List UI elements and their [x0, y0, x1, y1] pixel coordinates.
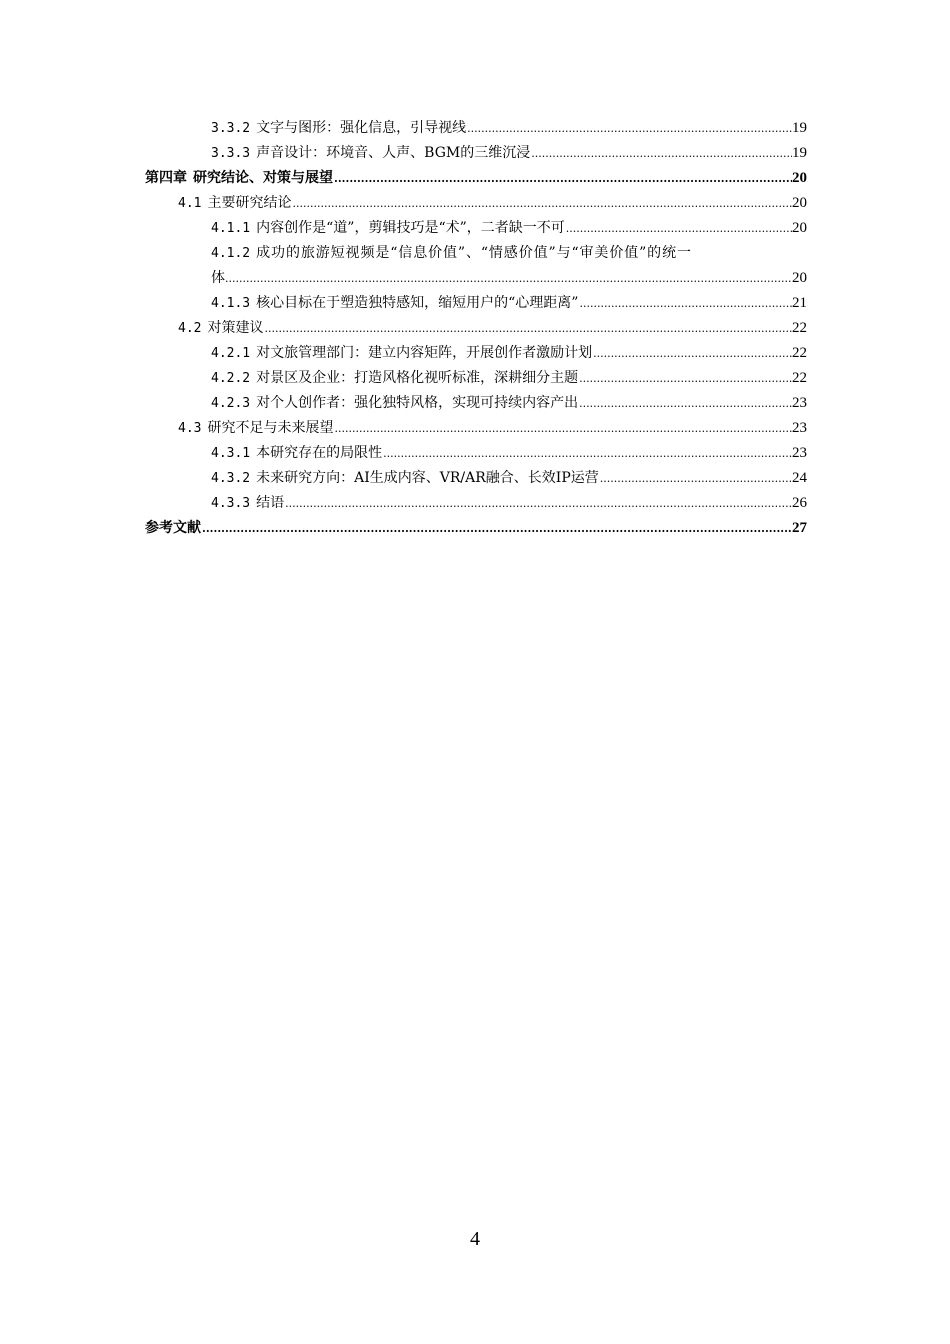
toc-entry-title: 4.1.1 内容创作是“道”，剪辑技巧是“术”，二者缺一不可	[211, 220, 565, 236]
toc-entry-title: 参考文献	[145, 520, 201, 536]
toc-entry-title: 4.2.2 对景区及企业：打造风格化视听标准，深耕细分主题	[211, 370, 579, 386]
toc-entry-title: 4.3.2 未来研究方向：AI生成内容、VR/AR融合、长效IP运营	[211, 470, 599, 486]
toc-entry-title: 3.3.3 声音设计：环境音、人声、BGM的三维沉浸	[211, 145, 531, 161]
dot-leader	[593, 341, 792, 366]
toc-entry-4-2-3[interactable]	[145, 391, 807, 416]
dot-leader	[566, 216, 792, 241]
dot-leader	[467, 116, 792, 141]
toc-entry-page: 22	[792, 345, 807, 361]
dot-leader	[579, 391, 792, 416]
toc-entry-title: 4.2.3 对个人创作者：强化独特风格，实现可持续内容产出	[211, 395, 579, 411]
toc-entry-title: 4.3.3 结语	[211, 495, 285, 511]
toc-entry-title: 4.1.3 核心目标在于塑造独特感知，缩短用户的“心理距离”	[211, 295, 579, 311]
toc-entry-title: 4.3 研究不足与未来展望	[178, 420, 334, 436]
toc-entry-page: 20	[792, 220, 807, 236]
toc-entry-4-2[interactable]	[145, 316, 807, 341]
toc-entry-title: 3.3.2 文字与图形：强化信息，引导视线	[211, 120, 467, 136]
toc-entry-chapter-4[interactable]	[145, 166, 807, 191]
toc-entry-4-1-2-line2[interactable]	[145, 266, 807, 291]
toc-entry-page: 23	[792, 445, 807, 461]
toc-entry-4-1-2-line1[interactable]: 4.1.2 成功的旅游短视频是“信息价值”、“情感价值”与“审美价值”的统一	[211, 245, 692, 261]
dot-leader	[285, 491, 792, 516]
toc-entry-page: 21	[792, 295, 807, 311]
dot-leader	[579, 291, 792, 316]
toc-entry-page: 20	[792, 195, 807, 211]
dot-leader	[202, 516, 792, 541]
dot-leader	[600, 466, 792, 491]
dot-leader	[334, 416, 792, 441]
toc-entry-3-3-2[interactable]	[145, 116, 807, 141]
toc-entry-4-3-2[interactable]	[145, 466, 807, 491]
toc-entry-page: 19	[792, 120, 807, 136]
toc-entry-page: 23	[792, 395, 807, 411]
dot-leader	[531, 141, 792, 166]
toc-entry-4-1[interactable]	[145, 191, 807, 216]
dot-leader	[292, 191, 792, 216]
toc-entry-page: 22	[792, 370, 807, 386]
toc-entry-title: 4.3.1 本研究存在的局限性	[211, 445, 383, 461]
toc-entry-3-3-3[interactable]	[145, 141, 807, 166]
toc-entry-4-1-1[interactable]	[145, 216, 807, 241]
toc-entry-page: 20	[792, 270, 807, 286]
dot-leader	[225, 266, 792, 291]
toc-entry-references[interactable]	[145, 516, 807, 541]
dot-leader	[383, 441, 792, 466]
toc-entry-4-2-2[interactable]	[145, 366, 807, 391]
toc-entry-page: 20	[792, 170, 807, 186]
toc-entry-4-3[interactable]	[145, 416, 807, 441]
toc-entry-title: 4.1 主要研究结论	[178, 195, 292, 211]
toc-entry-title: 体	[211, 270, 225, 286]
toc-entry-4-2-1[interactable]	[145, 341, 807, 366]
toc-entry-page: 26	[792, 495, 807, 511]
toc-entry-page: 24	[792, 470, 807, 486]
toc-entry-title: 4.2 对策建议	[178, 320, 264, 336]
toc-entry-page: 23	[792, 420, 807, 436]
toc-entry-title: 4.2.1 对文旅管理部门：建立内容矩阵，开展创作者激励计划	[211, 345, 593, 361]
toc-entry-title: 第四章 研究结论、对策与展望	[145, 170, 333, 186]
toc-entry-page: 22	[792, 320, 807, 336]
table-of-contents	[145, 116, 807, 541]
toc-entry-page: 27	[792, 520, 807, 536]
toc-entry-4-1-3[interactable]	[145, 291, 807, 316]
dot-leader	[334, 166, 792, 191]
toc-entry-page: 19	[792, 145, 807, 161]
toc-entry-4-3-1[interactable]	[145, 441, 807, 466]
dot-leader	[264, 316, 792, 341]
page-number: 4	[470, 1228, 480, 1250]
dot-leader	[579, 366, 792, 391]
toc-entry-4-3-3[interactable]	[145, 491, 807, 516]
